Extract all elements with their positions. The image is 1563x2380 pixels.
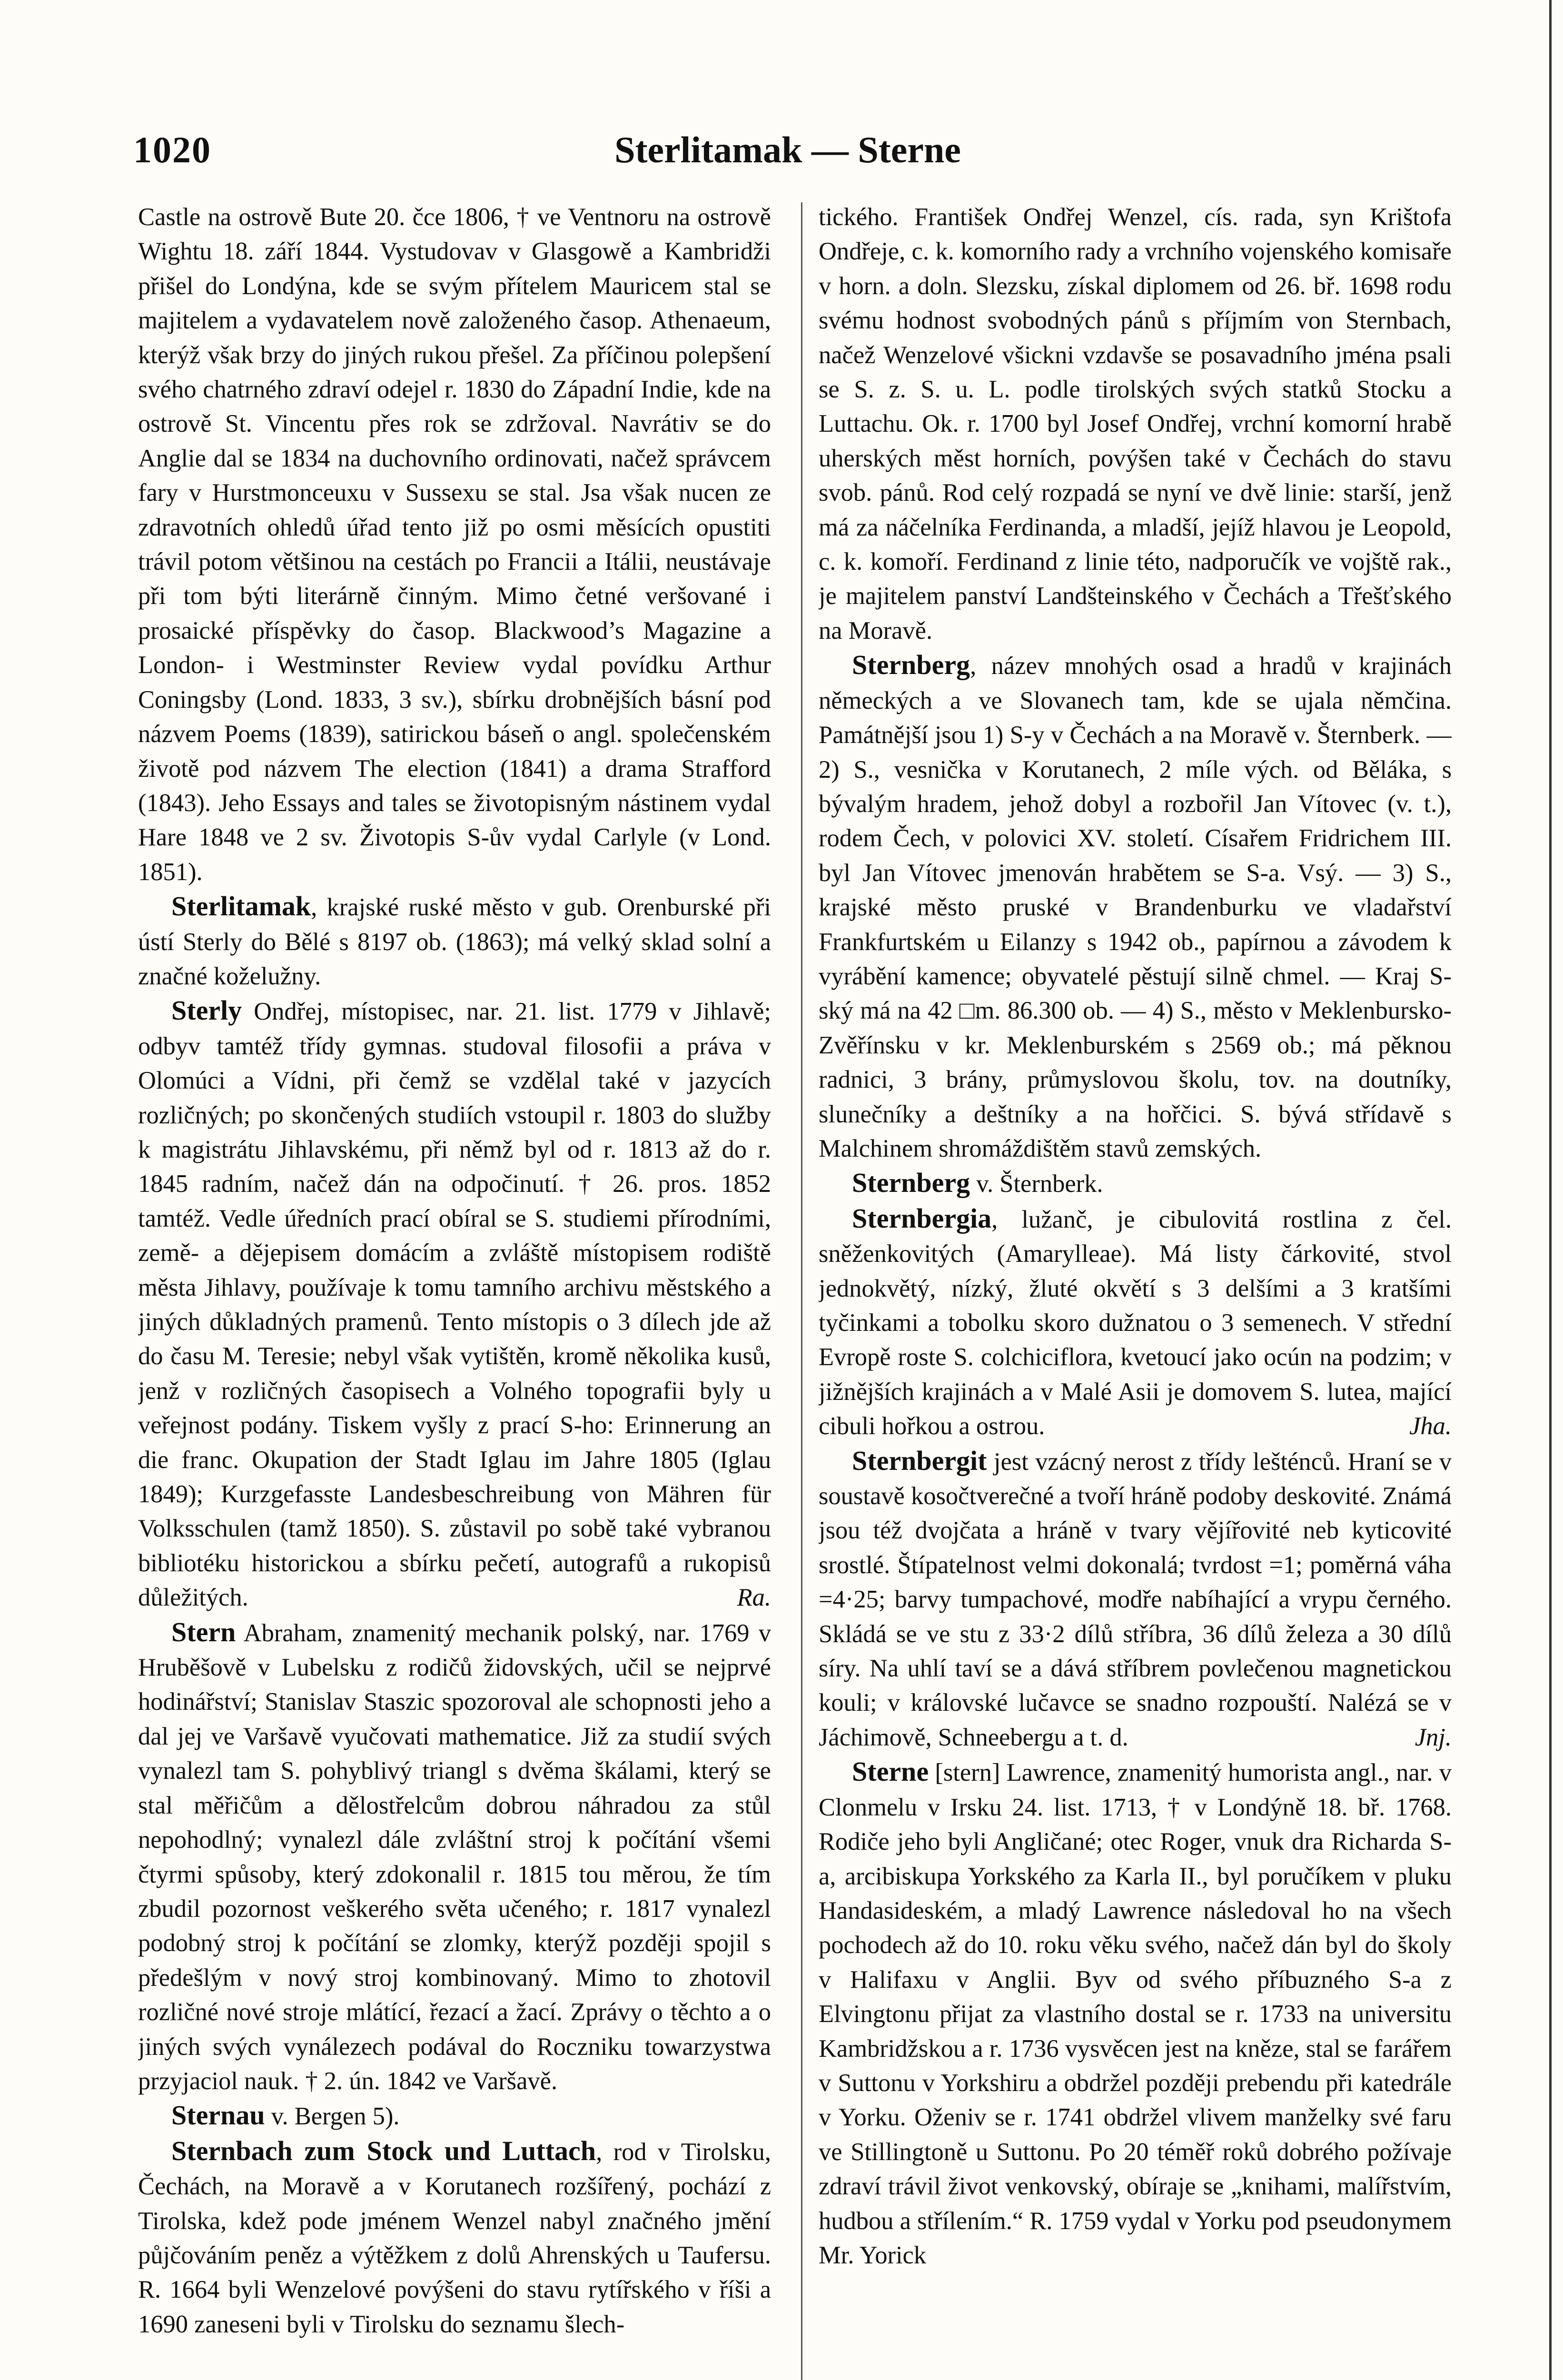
column-divider [801,202,802,2380]
page-header [133,129,1442,181]
dictionary-entry [819,648,1452,1166]
entry-text: Abraham, znamenitý mechanik polský, nar. 1769 v Hruběšově v Lubelsku z rodičů židovských, učil se nejprvé hodinářství; Stanislav Staszic spozoroval ale schopnosti jeho a dal jej ve Varšavě vyučovati mathematice. Již za studií svých vynalezl tam S. pohyblivý triangl s dvěma škálami, který se stal měřičům a dělostřelcům dobrou náhradou za stůl nepohodlný; vynalezl dále zvláštní stroj k počítání všemi čtyrmi spůsoby, který zdokonalil r. 1815 tou měrou, že tím zbudil pozornost veškerého světa učeného; r. 1817 vynalezl podobný stroj k počítání se zlomky, kterýž později spojil s předešlým v nový stroj kombinovaný. Mimo to zhotovil rozličné nové stroje mlátící, řezací a žací. Zprávy o těchto a o jiných svých vynálezech podával do Roczniku towarzystwa przyjaciol nauk. † 2. ún. 1842 ve Varšavě. [138,1619,771,2095]
running-head: Sterlitamak — Sterne [614,129,961,170]
page-number: 1020 [133,129,211,170]
dictionary-entry [819,1201,1452,1444]
entry-text: , název mnohých osad a hradů v krajinách německých a ve Slovanech tam, kde se ujala němčina. Památnější jsou 1) S-y v Čechách a na Moravě v. Šternberk. — 2) S., vesnička v Korutanech, 2 míle vých. od Běláka, s bývalým hradem, jehož dobyl a rozbořil Jan Vítovec (v. t.), rodem Čech, v polovici XV. století. Císařem Fridrichem III. byl Jan Vítovec jmenován hrabětem se S-a. Vsý. — 3) S., krajské město pruské v Brandenburku ve vladařství Frankfurtském u Eilanzy s 1942 ob., papírnou a závodem k vyrábění kamence; obyvatelé pěstují silně chmel. — Kraj S-ský má na 42 □m. 86.300 ob. — 4) S., město v Meklenbursko-Zvěřínsku v kr. Meklenburském s 2569 ob.; má pěknou radnici, 3 brány, průmyslovou školu, tov. na doutníky, slunečníky a deštníky a na hořčici. S. bývá střídavě s Malchinem shromáždištěm stavů zemských. [819,652,1452,1162]
dictionary-entry [138,2134,771,2341]
entry-continuation [138,200,771,889]
entry-headword: Stern [171,1616,236,1647]
entry-headword: Sternberg [852,1167,970,1199]
entry-headword: Sternbergit [852,1445,987,1476]
dictionary-entry [138,1615,771,2099]
entry-text: [stern] Lawrence, znamenitý humorista angl., nar. v Clonmelu v Irsku 24. list. 1713, † v Londýně 18. bř. 1768. Rodiče jeho byli Angličané; otec Roger, vnuk dra Richarda S-a, arcibiskupa Yorkského za Karla II., byl poručíkem v pluku Handasideském, a mladý Lawrence následoval ho na všech pochodech až do 10. roku věku svého, načež dán byl do školy v Halifaxu v Anglii. Byv od svého příbuzného S-a z Elvingtonu přijat za vlastního dostal se r. 1733 na universitu Kambridžskou a r. 1736 vysvěcen jest na kněze, stal se farářem v Suttonu v Yorkshiru a obdržel později prebendu při katedrále v Yorku. Oženiv se r. 1741 obdržel vlivem manželky své faru ve Stillingtoně u Suttonu. Po 20 téměř roků dobrého požívaje zdraví trávil život venkovský, obíraje se „knihami, malířstvím, hudbou a střílením.“ R. 1759 vydal v Yorku pod pseudonymem Mr. Yorick [819,1759,1452,2269]
author-signature: Jha. [1409,1412,1452,1440]
entry-continuation [819,200,1452,648]
entry-text: tického. František Ondřej Wenzel, cís. rada, syn Krištofa Ondřeje, c. k. komorního rady a vrchního vojenského komisaře v horn. a doln. Slezsku, získal diplomem od 26. bř. 1698 rodu svému hodnost svobodných pánů s příjmím von Sternbach, načež Wenzelové všickni vzdavše se posavadního jména psali se S. z. S. u. L. podle tirolských svých statků Stocku a Luttachu. Ok. r. 1700 byl Josef Ondřej, vrchní komorní hrabě uherských měst horních, povýšen také v Čechách do stavu svob. pánů. Rod celý rozpadá se nyní ve dvě linie: starší, jenž má za náčelníka Ferdinanda, a mladší, jejíž hlavou je Leopold, c. k. komoří. Ferdinand z linie této, nadporučík ve vojště rak., je majitelem panství Landšteinského v Čechách a Třešťského na Moravě. [819,203,1452,645]
entry-text: v. Bergen 5). [265,2102,400,2131]
entry-text: Ondřej, místopisec, nar. 21. list. 1779 v Jihlavě; odbyv tamtéž třídy gymnas. studoval filosofii a práva v Olomúci a Vídni, při čemž se vzdělal také v jazycích rozličných; po skončených studiích vstoupil r. 1803 do služby k magistrátu Jihlavskému, při němž byl od r. 1813 až do r. 1845 radním, načež dán na odpočinutí. † 26. pros. 1852 tamtéž. Vedle úředních prací obíral se S. studiemi přírodními, země- a dějepisem domácím a zvláště místopisem rodiště města Jihlavy, používaje k tomu tamního archivu městského a jiných důkladných pramenů. Tento místopis o 3 dílech jde až do času M. Teresie; nebyl však vytištěn, kromě několika kusů, jenž v rozličných časopisech a Volného topografii byly u veřejnost podány. Tiskem vyšly z prací S-ho: Erinnerung an die franc. Okupation der Stadt Iglau im Jahre 1805 (Iglau 1849); Kurzgefasste Landesbeschreibung von Mähren für Volksschulen (tamž 1850). S. zůstavil po sobě také vybranou bibliotéku historickou a sbírku pečetí, autografů a rukopisů důležitých. [138,998,771,1612]
page-edge-rule [1549,0,1552,2380]
dictionary-entry [819,1755,1452,2272]
entry-headword: Sterly [171,995,242,1026]
dictionary-entry [819,1166,1452,1201]
entry-headword: Sternbergia [852,1202,992,1234]
author-signature: Jnj. [1415,1723,1452,1751]
entry-text: Castle na ostrově Bute 20. čce 1806, † ve Ventnoru na ostrově Wightu 18. září 1844. Vystudovav v Glasgowě a Kambridži přišel do Londýna, kde se svým přítelem Mauricem stal se majitelem a vydavatelem nově založeného časop. Athenaeum, kterýž však brzy do jiných rukou přešel. Za příčinou polepšení svého chatrného zdraví odejel r. 1830 do Západní Indie, kde na ostrově St. Vincentu přes rok se zdržoval. Navrátiv se do Anglie dal se 1834 na duchovního ordinovati, načež správcem fary v Hurstmonceuxu v Sussexu se stal. Jsa však nucen ze zdravotních ohledů úřad tento již po osmi měsících opustiti trávil potom většinou na cestách po Francii a Itálii, neustávaje při tom býti literárně činným. Mimo četné veršované i prosaické příspěvky do časop. Blackwood’s Magazine a London- i Westminster Review vydal povídku Arthur Coningsby (Lond. 1833, 3 sv.), sbírku drobnějších básní pod názvem Poems (1839), satirickou báseň o angl. společenském životě pod názvem The election (1841) a drama Strafford (1843). Jeho Essays and tales se životopisným nástinem vydal Hare 1848 ve 2 sv. Životopis S-ův vydal Carlyle (v Lond. 1851). [138,203,771,886]
right-column [819,200,1452,2380]
entry-headword: Sternberg [852,649,970,681]
entry-headword: Sterlitamak [171,891,311,922]
entry-text: , krajské ruské město v gub. Orenburské při ústí Sterly do Bělé s 8197 ob. (1863); má velký sklad solní a značné koželužny. [138,893,771,990]
entry-text: , lužanč, je cibulovitá rostlina z čel. sněženkovitých (Amarylleae). Má listy čárkovité, stvol jednokvětý, nízký, žluté okvětí s 3 delšími a 3 kratšími tyčinkami a tobolku skoro dužnatou o 3 semenech. V střední Evropě roste S. colchiciflora, kvetoucí jako ocún na podzim; v jižnějších krajinách a v Malé Asii je domovem S. lutea, mající cibuli hořkou a ostrou. [819,1205,1452,1440]
left-column [138,200,771,2380]
dictionary-entry [819,1444,1452,1755]
entry-text: , rod v Tirolsku, Čechách, na Moravě a v Korutanech rozšířený, pochází z Tirolska, kdež pode jménem Wenzel nabyl značného jmění půjčováním peněz a výtěžkem z dolů Ahrenských u Taufersu. R. 1664 byli Wenzelové povýšeni do stavu rytířského v říši a 1690 zaneseni byli v Tirolsku do seznamu šlech- [138,2138,771,2338]
entry-headword: Sternbach zum Stock und Luttach [171,2135,596,2166]
entry-headword: Sternau [171,2100,265,2131]
entry-text: v. Šternberk. [970,1170,1103,1198]
dictionary-entry [138,993,771,1615]
entry-text: jest vzácný nerost z třídy lešténců. Hraní se v soustavě kosočtverečné a tvoří hráně podoby deskovité. Známá jsou též dvojčata a hráně v tvary vějířovité neb kyticovité srostlé. Štípatelnost velmi dokonalá; tvrdost =1; poměrná váha =4·25; barvy tumpachové, modře nabíhající a vrypu černého. Skládá se ve stu z 33·2 dílů stříbra, 36 dílů železa a 30 dílů síry. Na uhlí taví se a dává stříbrem povlečenou magnetickou kouli; v královské lučavce se snadno rozpouští. Nalézá se v Jáchimově, Schneebergu a t. d. [819,1448,1452,1751]
dictionary-entry [138,889,771,993]
author-signature: Ra. [737,1584,771,1612]
dictionary-entry [138,2098,771,2133]
entry-headword: Sterne [852,1756,929,1787]
